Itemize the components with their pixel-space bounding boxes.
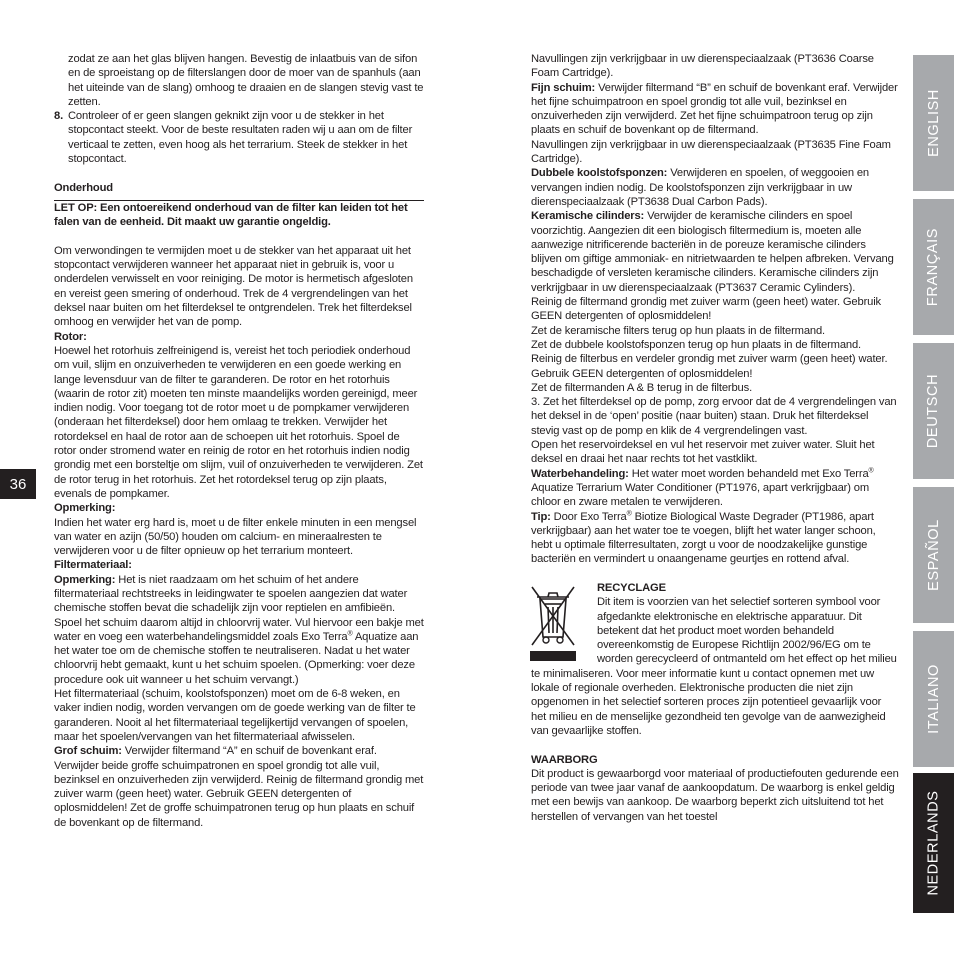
step-text: Controleer of er geen slangen geknikt zijn voor u de stekker in het stopcontact steekt. Voor de beste resultaten raden wij u aan om de filter verticaal te zetten, even hoog als het terrarium. Steek de stekker in het stopcontact. [68, 110, 413, 166]
filter-material-heading [54, 558, 424, 572]
maintenance-warning [54, 201, 424, 230]
tip-paragraph [531, 510, 899, 567]
note-text: Het is niet raadzaam om het schuim of het andere filtermateriaal rechtstreeks in leidingwater te spoelen aangezien dat water chemische stoffen bevat die schadelijk zijn voor reptielen en amfibieën. Spoel het schuim daarom altijd in chloorvrij water. Vul hiervoor een bakje met water en voeg een waterbehandelingsmiddel zoals Exo Terra [54, 573, 424, 643]
filter-material-label: Filtermateriaal: [54, 559, 132, 572]
reinsert-carbon-paragraph: Zet de dubbele koolstofsponzen terug op hun plaats in de filtermand. [531, 338, 862, 351]
carbon-text: Verwijderen en spoelen, of weggooien en vervangen indien nodig. De koolstofsponzen zijn verkrijgbaar in uw dierenspeciaalzaak (PT3638 Dual Carbon Pads). [531, 167, 869, 208]
coarse-foam-label: Grof schuim: [54, 745, 122, 758]
carbon-paragraph [531, 166, 899, 209]
reinsert-ceramic-paragraph: Zet de keramische filters terug op hun plaats in de filtermand. [531, 324, 826, 337]
fine-foam-paragraph [531, 81, 899, 138]
rotor-heading [54, 330, 424, 344]
recycling-text: Dit item is voorzien van het selectief sorteren symbool voor afgedankte elektronische en elektrische apparatuur. Dit betekent dat het product moet worden behandeld overeenkomstig de Europese Richtlijn 2002/96/EG om te worden gerecycleerd of ontmanteld om het effect op het milieu te minimaliseren. Voor meer informatie kunt u contact opnemen met uw lokale of regionale overheden. Elektronische producten die niet zijn opgenomen in het selectief sorteren proces zijn potentieel gevaarlijk voor het milieu en de menselijke gezondheid ten gevolge van de aanwezigheid van gevaarlijke stoffen. [531, 596, 897, 737]
note-heading [54, 501, 424, 515]
maintenance-title: Onderhoud [54, 181, 113, 194]
fine-foam-text: Verwijder filtermand “B” en schuif de bovenkant eraf. Verwijder het fijne schuimpatroon en spoel grondig tot alle vuil, bezinksel en onzuiverheden zijn verwijderd. Zet het fijne schuimpatroon terug op zijn plaats en schuif de bovenkant op de filtermand. [531, 81, 898, 137]
tip-label: Tip: [531, 510, 551, 523]
note-paragraph: Indien het water erg hard is, moet u de filter enkele minuten in een mengsel van water en azijn (50/50) houden om calcium- en mineraalresten te verwijderen voor u de filter opnieuw op het terrarium monteert. [54, 516, 417, 558]
warranty-paragraph: Dit product is gewaarborgd voor materiaal of productiefouten gedurende een periode van twee jaar vanaf de aankoopdatum. De waarborg is enkel geldig met een bewijs van aankoop. De waarborg beperkt zich uitsluitend tot het herstellen of vervangen van het toestel [531, 767, 899, 823]
language-tab-francais[interactable] [913, 199, 954, 335]
ceramic-text: Verwijder de keramische cilinders en spoel voorzichtig. Aangezien dit een biologisch filtermedium is, moeten alle aanwezige nitrificerende bacteriën in de poreuze keramische cilinders blijven om giftige ammoniak- en nitrietwaarden te helpen afbreken. Vervang beschadigde of versleten keramische cilinders. Keramische cilinders zijn verkrijgbaar in uw dierenspeciaalzaak (PT3637 Ceramic Cylinders). [531, 210, 894, 294]
warranty-heading [531, 753, 899, 767]
language-tab-label: NEDERLANDS [925, 790, 942, 896]
filter-note-paragraph [54, 573, 424, 687]
reinsert-baskets-paragraph: Zet de filtermanden A & B terug in de filterbus. [531, 381, 753, 394]
weee-crossed-bin-icon [528, 583, 578, 663]
language-tabs [913, 55, 954, 913]
coarse-refill-paragraph: Navullingen zijn verkrijgbaar in uw dierenspeciaalzaak (PT3636 Coarse Foam Cartridge). [531, 53, 874, 80]
install-step-7-continued: zodat ze aan het glas blijven hangen. Bevestig de inlaatbuis van de sifon en de sproeistang op de filterslangen door de moer van de spanhuls (aan het uiteinde van de slang) omhoog te draaien en de slangen stevig vast te zetten. [68, 53, 424, 108]
note-label: Opmerking: [54, 573, 116, 586]
language-tab-label: DEUTSCH [925, 373, 942, 449]
registered-mark: ® [868, 466, 874, 474]
rotor-paragraph: Hoewel het rotorhuis zelfreinigend is, vereist het toch periodiek onderhoud om vuil, slijm en onzuiverheden te verwijderen en een goede werking en lange levensduur van de filter te garanderen. De rotor en het rotorhuis (waarin de rotor zit) moeten ten minste maandelijks worden gereinigd, meer indien nodig. Voor toegang tot de rotor moet u de pompkamer verwijderen (onderaan het filterdeksel) door hem omlaag te trekken. Verwijder het rotordeksel en haal de rotor aan de schoepen uit het rotorhuis. Spoel de rotor onder stromend water en reinig de rotor en het rotorhuis indien nodig grondig met een borsteltje om slijm, vuil of onzuiverheden te verwijderen. Zet de rotor terug in het rotorhuis. Zet het rotordeksel terug op zijn plaats, evenals de pompkamer. [54, 344, 423, 500]
warranty-title: WAARBORG [531, 753, 598, 766]
recycling-heading [531, 581, 899, 595]
water-treatment-paragraph [531, 467, 899, 510]
coarse-foam-text: Verwijder filtermand “A” en schuif de bovenkant eraf. Verwijder beide groffe schuimpatronen en spoel grondig tot alle vuil, bezinksel en onzuiverheden zijn verwijderd. Reinig de filtermand grondig met zuiver warm (geen heet) water. Gebruik GEEN detergenten of oplosmiddelen! Zet de groffe schuimpatronen terug op hun plaats en schuif de bovenkant op de filtermand. [54, 745, 424, 829]
language-tab-nederlands[interactable] [913, 773, 954, 913]
language-tab-label: ENGLISH [925, 89, 942, 157]
registered-mark: ® [626, 509, 632, 517]
step-3-paragraph: 3. Zet het filterdeksel op de pomp, zorg ervoor dat de 4 vergrendelingen van het deksel in de ‘open’ positie (naar buiten) staan. Druk het filterdeksel stevig vast op de pomp en klik de 4 vergrendelingen vast. [531, 396, 897, 437]
registered-mark: ® [347, 630, 353, 638]
left-column [54, 52, 424, 830]
note-label: Opmerking: [54, 502, 116, 515]
coarse-foam-paragraph [54, 744, 424, 830]
language-tab-deutsch[interactable] [913, 343, 954, 479]
install-step-8 [54, 109, 424, 166]
page-number: 36 [0, 469, 36, 499]
language-tab-italiano[interactable] [913, 631, 954, 767]
language-tab-espanol[interactable] [913, 487, 954, 623]
tip-text: Biotize Biological Waste Degrader (PT1986, apart verkrijgbaar) aan het water toe te voegen, blijft het water langer schoon, hebt u optimale filterresultaten, zorgt u voor de noodzakelijke gunstige bacteriën en vermindert u onaangename geurtjes en rottend afval. [531, 510, 876, 566]
reservoir-paragraph: Open het reservoirdeksel en vul het reservoir met zuiver water. Sluit het deksel en draai het naar rechts tot het vastklikt. [531, 439, 875, 466]
warning-text: LET OP: Een ontoereikend onderhoud van de filter kan leiden tot het falen van de eenheid. Dit maakt uw garantie ongeldig. [54, 201, 408, 229]
language-tab-label: ITALIANO [925, 664, 942, 734]
right-column [531, 52, 899, 824]
water-treatment-text: Het water moet worden behandeld met Exo Terra [631, 467, 869, 480]
ceramic-label: Keramische cilinders: [531, 210, 645, 223]
recycling-paragraph [531, 595, 899, 738]
recycling-title: RECYCLAGE [597, 581, 666, 594]
ceramic-paragraph [531, 209, 899, 295]
maintenance-paragraph: Om verwondingen te vermijden moet u de stekker van het apparaat uit het stopcontact verwijderen wanneer het apparaat niet in gebruik is, voor u onderdelen verwisselt en voor reiniging. De motor is hermetisch afgesloten en vereist geen smering of onderhoud. Trek de 4 vergrendelingen van het deksel naar buiten om het filterdeksel te ontgrendelen. Trek het filterdeksel omhoog en verwijder het van de pomp. [54, 244, 413, 329]
water-treatment-label: Waterbehandeling: [531, 467, 629, 480]
clean-tube-paragraph: Reinig de filterbus en verdeler grondig met zuiver warm (geen heet) water. Gebruik GEEN detergenten of oplosmiddelen! [531, 353, 888, 380]
fine-refill-paragraph: Navullingen zijn verkrijgbaar in uw dierenspeciaalzaak (PT3635 Fine Foam Cartridge). [531, 138, 891, 166]
fine-foam-label: Fijn schuim: [531, 81, 596, 94]
recycling-section [531, 581, 899, 738]
step-number: 8. [54, 110, 64, 123]
water-treatment-text: Aquatize Terrarium Water Conditioner (PT1976, apart verkrijgbaar) om chloor en zware metalen te verwijderen. [531, 481, 869, 509]
maintenance-heading [54, 181, 424, 195]
note-text: Aquatize aan het water toe om de chemische stoffen te neutraliseren. Nadat u het water chloorvrij hebt gemaakt, kunt u het schuim spoelen. (Opmerking: voer deze procedure ook uit wanneer u het schuim vervangt.) [54, 630, 419, 686]
replacement-paragraph: Het filtermateriaal (schuim, koolstofsponzen) moet om de 6-8 weken, en vaker indien nodig, worden vervangen om de goede werking van de filter te garanderen. Nooit al het filtermateriaal tegelijkertijd vervangen of spoelen, maar het spoelen/vervangen van het filtermateriaal afwisselen. [54, 688, 416, 743]
rotor-label: Rotor: [54, 330, 87, 343]
language-tab-label: FRANÇAIS [925, 227, 942, 307]
language-tab-english[interactable] [913, 55, 954, 191]
clean-basket-paragraph: Reinig de filtermand grondig met zuiver warm (geen heet) water. Gebruik GEEN detergenten of oplosmiddelen! [531, 296, 882, 323]
tip-text: Door Exo Terra [553, 510, 627, 523]
carbon-label: Dubbele koolstofsponzen: [531, 167, 668, 180]
language-tab-label: ESPAÑOL [925, 519, 942, 591]
